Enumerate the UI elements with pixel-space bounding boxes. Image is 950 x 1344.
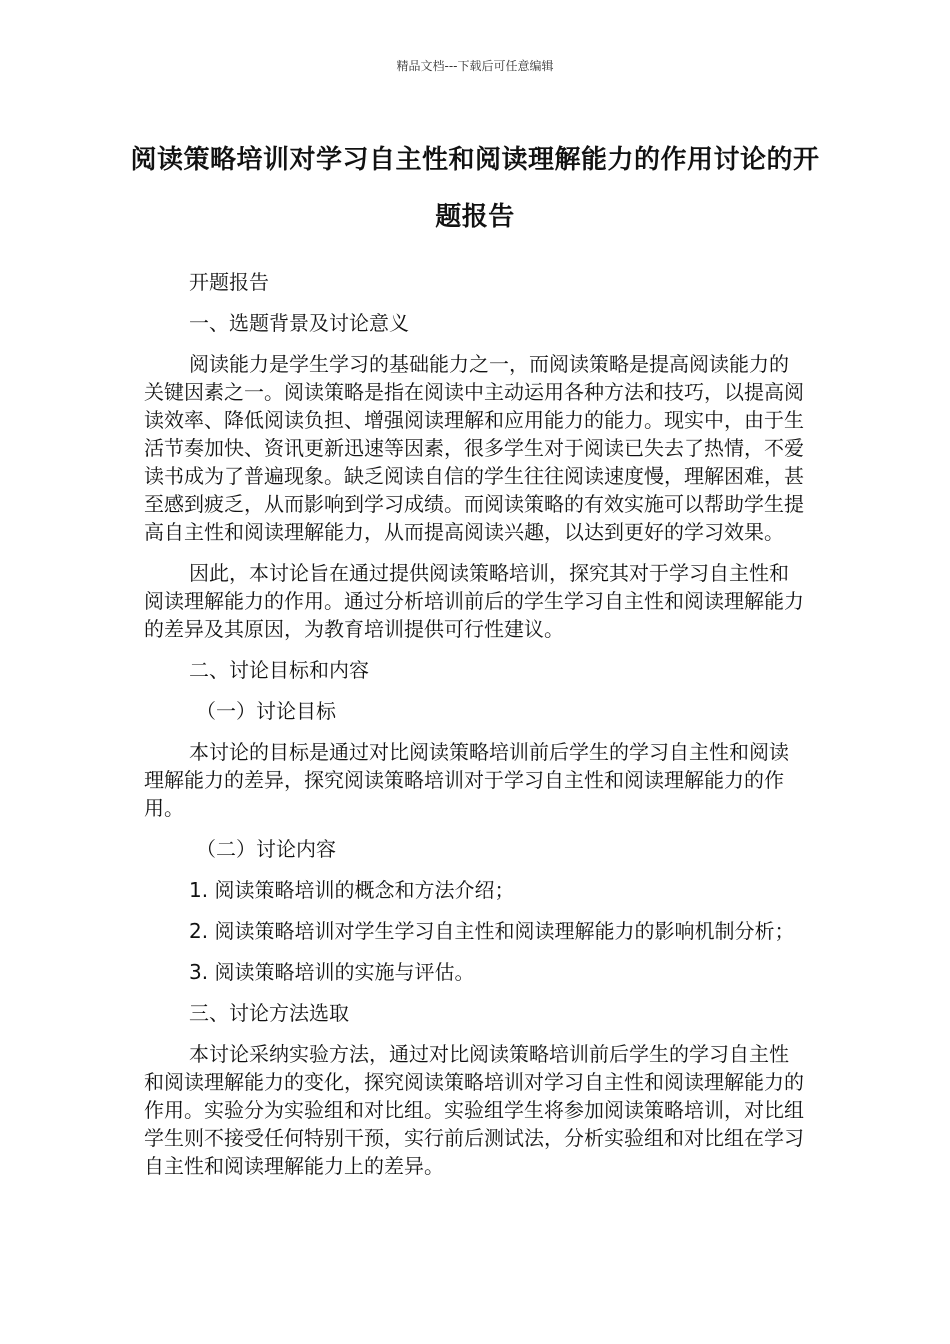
page-header: 精品文档---下载后可任意编辑 <box>396 59 554 73</box>
section2-sub1-heading: （一）讨论目标 <box>196 699 336 723</box>
section2-heading: 二、讨论目标和内容 <box>189 658 369 682</box>
document-title: 阅读策略培训对学习自主性和阅读理解能力的作用讨论的开题报告 <box>130 145 820 232</box>
section1-heading: 一、选题背景及讨论意义 <box>189 311 409 335</box>
intro-label: 开题报告 <box>189 270 269 294</box>
content-list-item-2: 2. 阅读策略培训对学生学习自主性和阅读理解能力的影响机制分析； <box>189 919 795 943</box>
section3-paragraph: 本讨论采纳实验方法，通过对比阅读策略培训前后学生的学习自主性和阅读理解能力的变化，探究阅读策略培训对学习自主性和阅读理解能力的作用。实验分为实验组和对比组。实验组学生将参加阅读策略培训，对比组学生则不接受任何特别干预，实行前后测试法，分析实验组和对比组在学习自主性和阅读理解能力上的差异。 <box>144 1042 804 1178</box>
content-list-item-3: 3. 阅读策略培训的实施与评估。 <box>189 960 475 984</box>
document-body <box>144 268 804 1193</box>
section1-paragraph-2: 因此，本讨论旨在通过提供阅读策略培训，探究其对于学习自主性和阅读理解能力的作用。通过分析培训前后的学生学习自主性和阅读理解能力的差异及其原因，为教育培训提供可行性建议。 <box>144 561 804 641</box>
section2-sub1-paragraph: 本讨论的目标是通过对比阅读策略培训前后学生的学习自主性和阅读理解能力的差异，探究阅读策略培训对于学习自主性和阅读理解能力的作用。 <box>144 740 789 820</box>
content-list-item-1: 1. 阅读策略培训的概念和方法介绍； <box>189 878 515 902</box>
section2-sub2-heading: （二）讨论内容 <box>196 837 336 861</box>
section3-heading: 三、讨论方法选取 <box>189 1001 349 1025</box>
section1-paragraph-1: 阅读能力是学生学习的基础能力之一，而阅读策略是提高阅读能力的关键因素之一。阅读策略是指在阅读中主动运用各种方法和技巧，以提高阅读效率、降低阅读负担、增强阅读理解和应用能力的能力。现实中，由于生活节奏加快、资讯更新迅速等因素，很多学生对于阅读已失去了热情，不爱读书成为了普遍现象。缺乏阅读自信的学生往往阅读速度慢，理解困难，甚至感到疲乏，从而影响到学习成绩。而阅读策略的有效实施可以帮助学生提高自主性和阅读理解能力，从而提高阅读兴趣，以达到更好的学习效果。 <box>144 352 804 544</box>
